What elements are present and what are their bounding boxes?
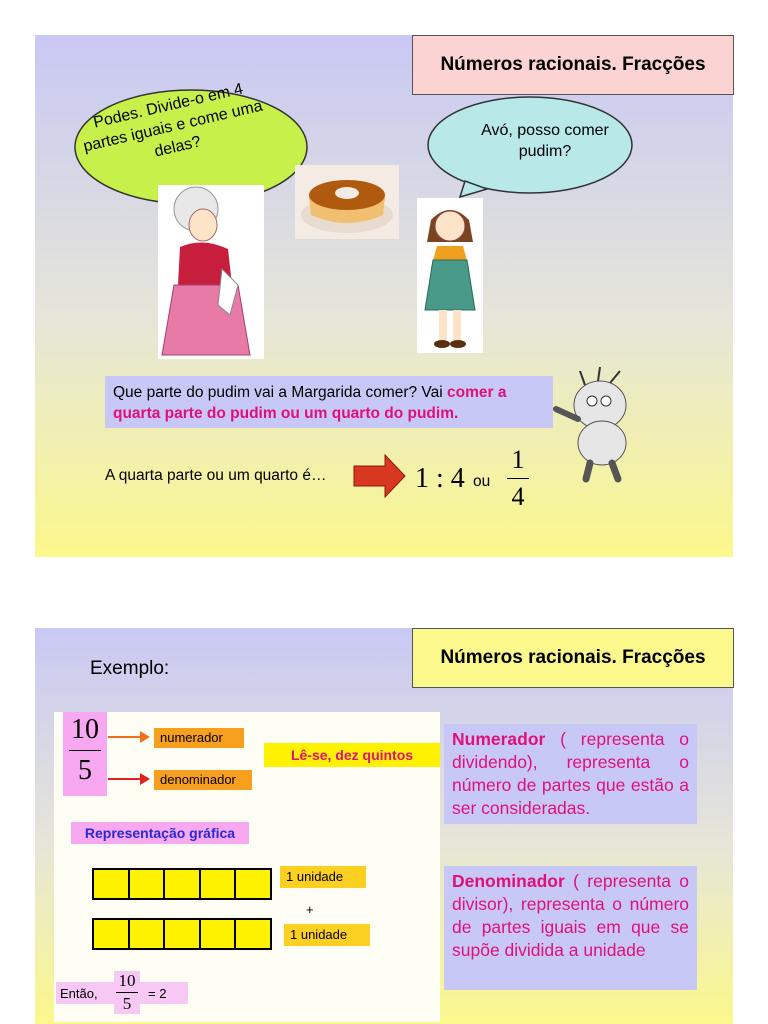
numerator-definition xyxy=(444,724,697,824)
grandma-illustration xyxy=(158,185,264,359)
unit-bar-cell xyxy=(236,920,270,948)
question-box xyxy=(105,376,553,428)
girl-speech-text: Avó, posso comer pudim? xyxy=(481,122,609,160)
fraction-bar xyxy=(116,992,138,993)
fraction-denominator: 4 xyxy=(511,482,525,511)
girl-illustration xyxy=(417,198,483,353)
fraction-denominator: 5 xyxy=(122,994,132,1013)
slide-2 xyxy=(35,628,733,1024)
unit-bar-cell xyxy=(94,920,130,948)
conclusion-box xyxy=(56,971,188,1013)
example-panel xyxy=(54,712,440,1022)
pudding-photo xyxy=(295,165,399,239)
denominator-label: denominador xyxy=(154,770,252,790)
quarter-label: A quarta parte ou um quarto é… xyxy=(105,467,327,484)
ratio-notation: 1 : 4 xyxy=(415,463,465,494)
slide-1-title: Números racionais. Fracções xyxy=(412,35,734,95)
question-text: Que parte do pudim vai a Margarida comer? Vai xyxy=(113,384,447,401)
mascot-illustration xyxy=(550,365,650,485)
unit-bar-2 xyxy=(92,918,272,950)
fraction-ten-fifths xyxy=(63,712,107,796)
example-label: Exemplo: xyxy=(90,658,170,679)
or-label: ou xyxy=(473,473,491,490)
grandma-speech-text: Podes. Divide-o em 4 partes iguais e come uma delas? xyxy=(81,80,265,161)
denominator-term: Denominador xyxy=(452,871,565,891)
unit-bar-cell xyxy=(165,920,201,948)
arrow-right-icon xyxy=(106,729,152,745)
slide-1 xyxy=(35,35,733,557)
fraction-bar xyxy=(69,750,101,751)
question-emphasis: comer a quarta parte do pudim ou um quarto do pudim. xyxy=(113,384,507,422)
unit-bar-cell xyxy=(236,870,270,898)
unit-bar-cell xyxy=(130,920,166,948)
fraction-one-quarter xyxy=(507,445,529,512)
numerator-definition-text: ( representa o dividendo), representa o número de partes que estão a ser consideradas. xyxy=(452,729,689,818)
unit-bar-cell xyxy=(94,870,130,898)
unit-label-1: 1 unidade xyxy=(280,866,366,888)
fraction-denominator: 5 xyxy=(78,755,92,786)
then-label: Então, xyxy=(60,986,98,1001)
fraction-numerator: 10 xyxy=(118,971,136,990)
unit-bar-cell xyxy=(165,870,201,898)
slide-2-title: Números racionais. Fracções xyxy=(412,628,734,688)
unit-bar-1 xyxy=(92,868,272,900)
fraction-numerator: 1 xyxy=(511,445,525,474)
unit-bar-cell xyxy=(201,870,237,898)
reads-as-label: Lê-se, dez quintos xyxy=(264,743,440,767)
fraction-numerator: 10 xyxy=(71,714,99,745)
equals-result: = 2 xyxy=(148,986,167,1001)
unit-label-2: 1 unidade xyxy=(284,924,370,946)
plus-sign: + xyxy=(306,902,314,917)
conclusion-fraction xyxy=(114,971,140,1014)
arrow-right-icon xyxy=(353,453,407,499)
arrow-right-icon xyxy=(106,771,152,787)
denominator-definition-text: ( representa o divisor), representa o número de partes iguais em que se supõe dividida a unidade xyxy=(452,871,689,960)
numerator-term: Numerador xyxy=(452,729,546,749)
numerator-label: numerador xyxy=(154,728,244,748)
graphic-representation-label: Representação gráfica xyxy=(71,822,249,844)
fraction-bar xyxy=(507,478,529,479)
unit-bar-cell xyxy=(130,870,166,898)
unit-bar-cell xyxy=(201,920,237,948)
denominator-definition xyxy=(444,866,697,990)
